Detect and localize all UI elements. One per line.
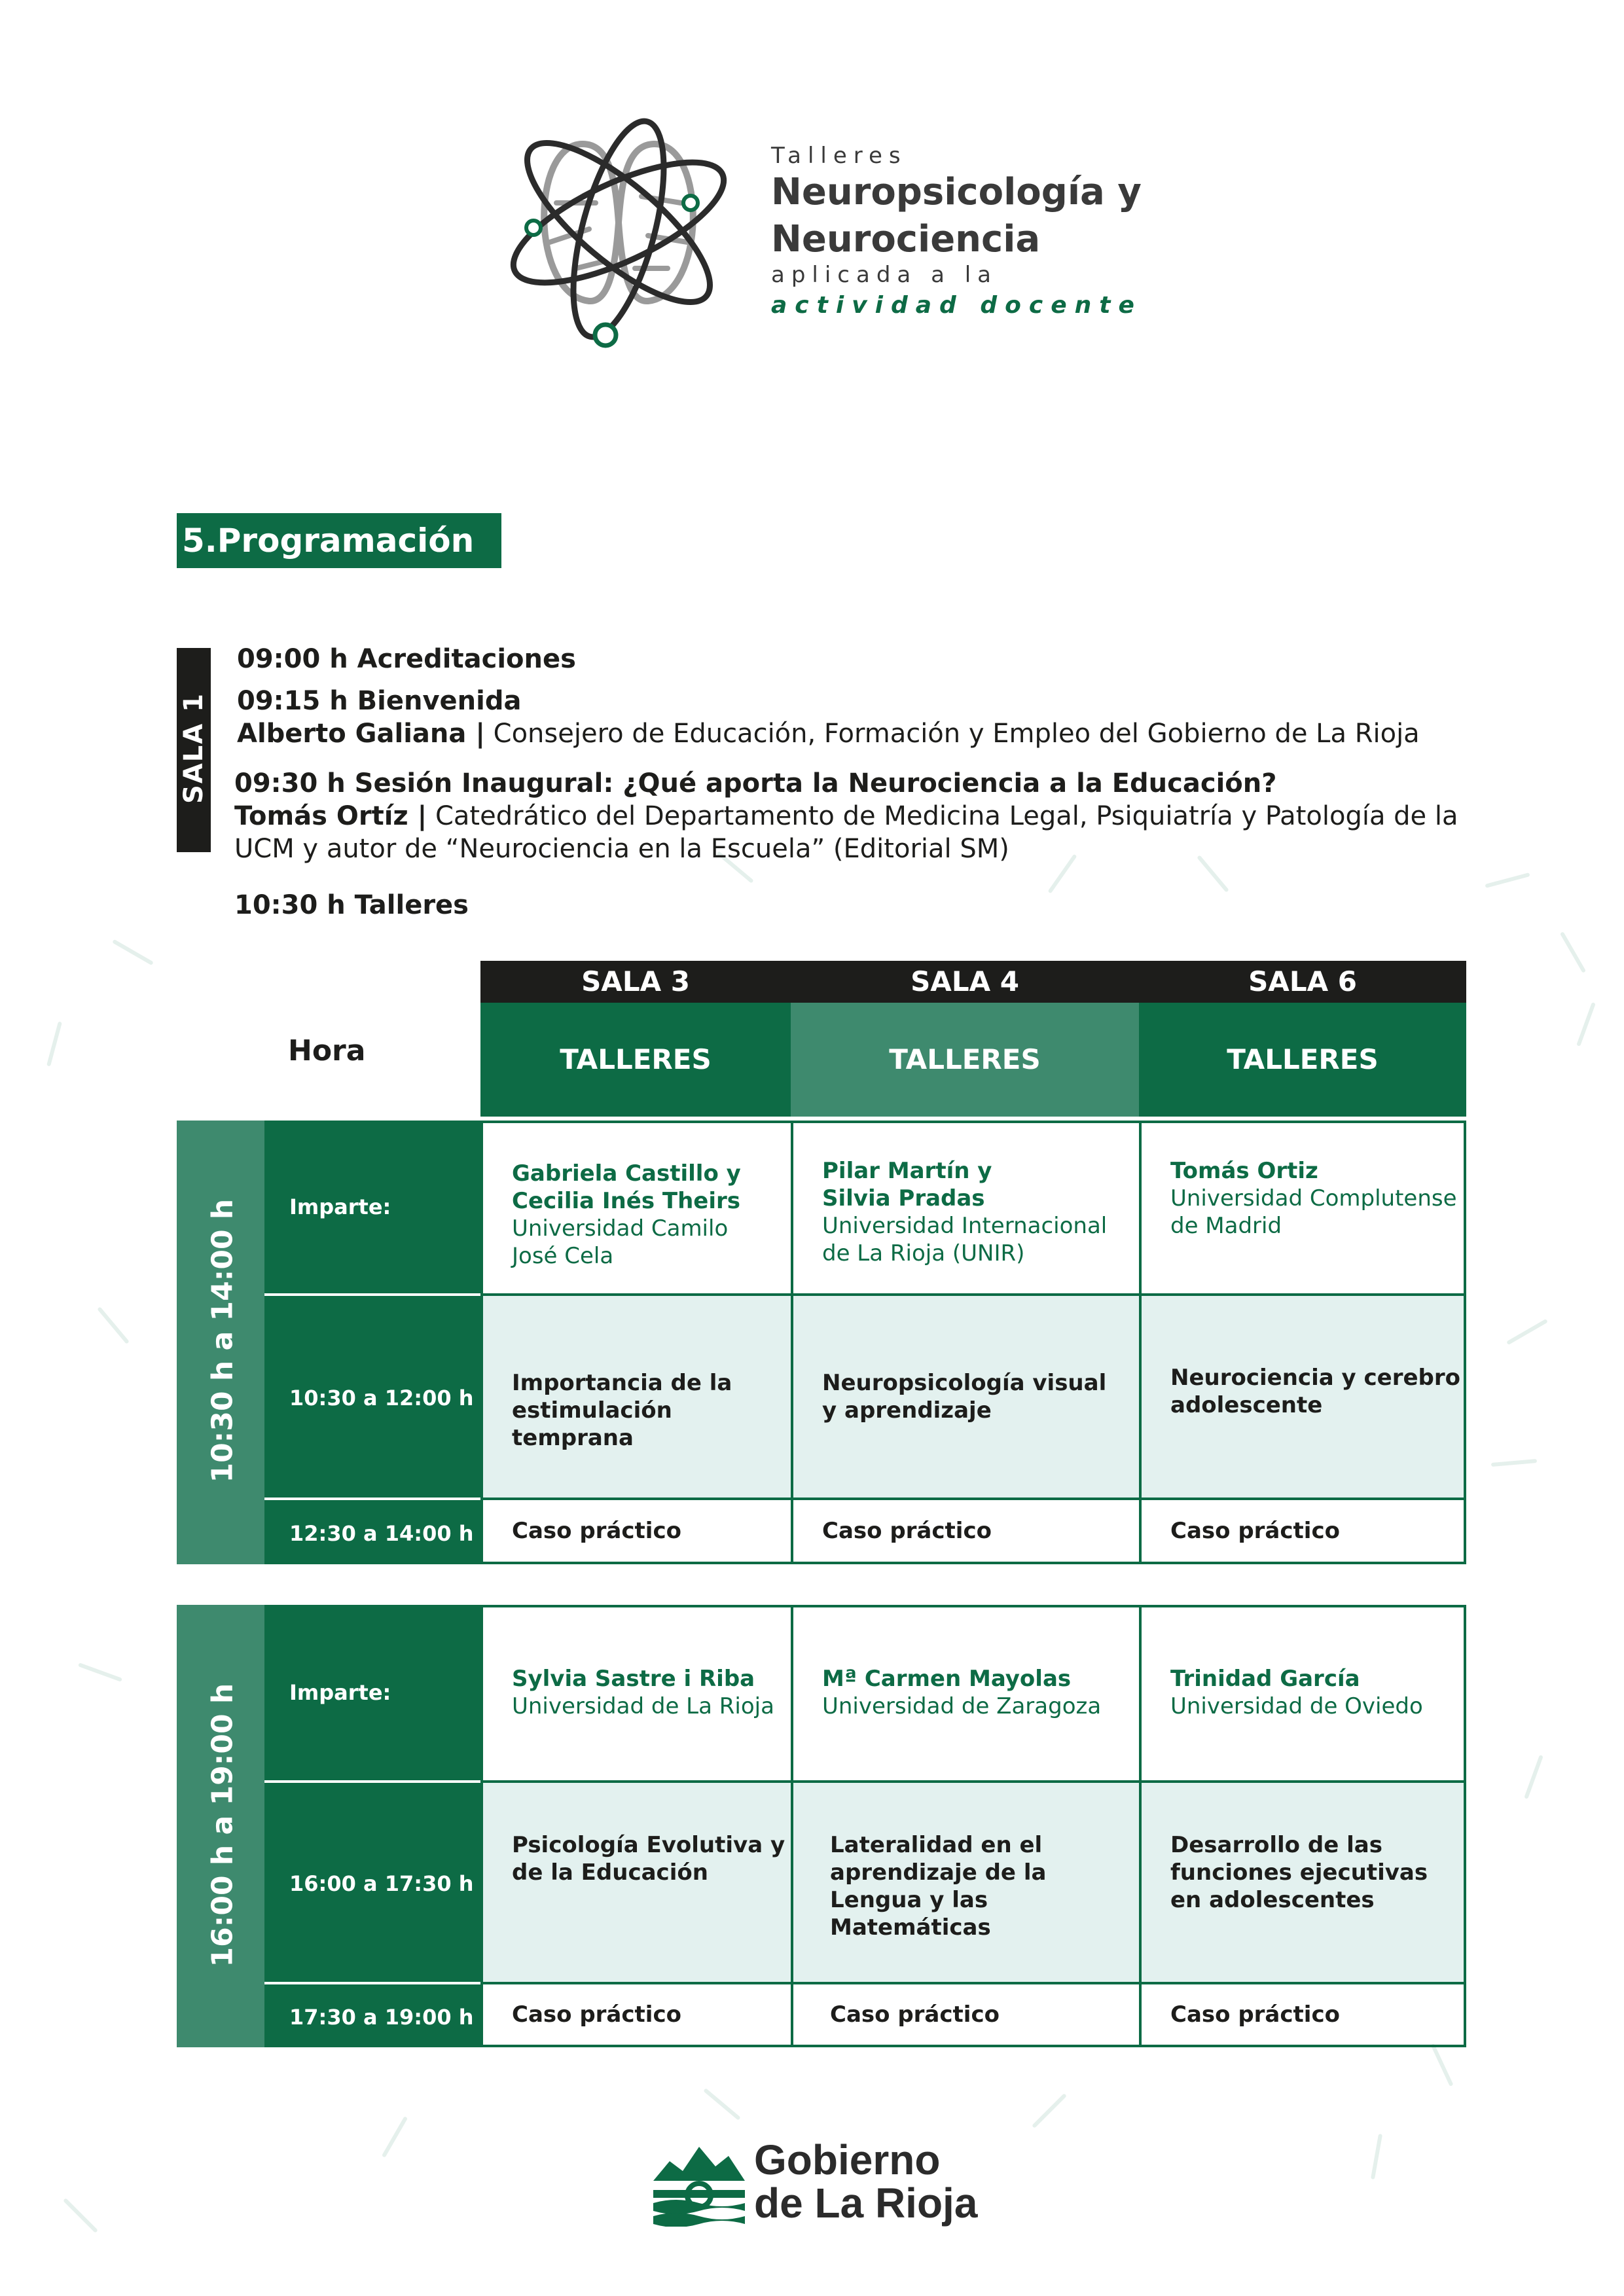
morning-caso-sala3: Caso práctico — [480, 1498, 793, 1564]
agenda-item-bienvenida: 09:15 h Bienvenida — [237, 686, 522, 716]
talleres-header-sala3: TALLERES — [480, 1003, 791, 1117]
morning-speaker-sala4: Pilar Martín y Silvia Pradas Universidad Internacional de La Rioja (UNIR) — [791, 1121, 1142, 1296]
morning-speaker-sala3: Gabriela Castillo y Cecilia Inés Theirs Universidad Camilo José Cela — [480, 1121, 793, 1296]
afternoon-caso-sala4: Caso práctico — [791, 1982, 1142, 2047]
morning-slot2-label: 12:30 a 14:00 h — [264, 1498, 480, 1564]
afternoon-topic-sala6: Desarrollo de las funciones ejecutivas en adolescentes — [1139, 1780, 1466, 1984]
morning-caso-sala4: Caso práctico — [791, 1498, 1142, 1564]
section-title: 5.Programación — [177, 513, 501, 568]
sala1-bar — [177, 648, 211, 852]
morning-slot1-label: 10:30 a 12:00 h — [264, 1293, 480, 1498]
afternoon-caso-sala6: Caso práctico — [1139, 1982, 1466, 2047]
afternoon-side-bar — [177, 1605, 264, 2047]
agenda-item-acreditaciones: 09:00 h Acreditaciones — [237, 644, 576, 674]
afternoon-speaker-sala6: Trinidad García Universidad de Oviedo — [1139, 1605, 1466, 1783]
agenda-item-sesion-inaugural: 09:30 h Sesión Inaugural: ¿Qué aporta la Neurociencia a la Educación? — [234, 768, 1277, 798]
footer-logo-line1: Gobierno — [754, 2136, 941, 2183]
logo-subtitle-line4: actividad docente — [771, 292, 1142, 319]
brain-atom-logo — [504, 105, 740, 353]
morning-caso-sala6: Caso práctico — [1139, 1498, 1466, 1564]
afternoon-slot1-label: 16:00 a 17:30 h — [264, 1780, 480, 1982]
agenda-speaker-galiana: Alberto Galiana | Consejero de Educación, Formación y Empleo del Gobierno de La Rioja — [237, 719, 1420, 749]
logo-talleres: Talleres — [771, 143, 907, 169]
room-header-sala6: SALA 6 — [1139, 961, 1466, 1003]
footer-logo-line2: de La Rioja — [754, 2179, 978, 2227]
talleres-header-sala4: TALLERES — [791, 1003, 1139, 1117]
agenda-item-talleres: 10:30 h Talleres — [234, 890, 469, 920]
morning-topic-sala6: Neurociencia y cerebro adolescente — [1139, 1293, 1466, 1500]
morning-topic-sala3: Importancia de la estimulación temprana — [480, 1293, 793, 1500]
room-header-sala3: SALA 3 — [480, 961, 791, 1003]
afternoon-topic-sala4: Lateralidad en el aprendizaje de la Lengua y las Matemáticas — [791, 1780, 1142, 1984]
afternoon-speaker-sala4: Mª Carmen Mayolas Universidad de Zaragoza — [791, 1605, 1142, 1783]
room-header-sala4: SALA 4 — [791, 961, 1139, 1003]
morning-side-bar — [177, 1121, 264, 1564]
gobierno-la-rioja-emblem-icon — [653, 2135, 745, 2227]
afternoon-speaker-sala3: Sylvia Sastre i Riba Universidad de La Rioja — [480, 1605, 793, 1783]
afternoon-slot2-label: 17:30 a 19:00 h — [264, 1982, 480, 2047]
morning-topic-sala4: Neuropsicología visual y aprendizaje — [791, 1293, 1142, 1500]
afternoon-topic-sala3: Psicología Evolutiva y de la Educación — [480, 1780, 793, 1984]
hora-label: Hora — [288, 1034, 366, 1067]
logo-title-line2: Neurociencia — [771, 218, 1041, 260]
afternoon-time-range: 16:00 h a 19:00 h — [206, 1683, 240, 1967]
logo-subtitle-line3: aplicada a la — [771, 262, 998, 288]
agenda-speaker-ortiz: Tomás Ortíz | Catedrático del Departamento de Medicina Legal, Psiquiatría y Patología de la — [234, 801, 1458, 831]
agenda-speaker-ortiz-role: UCM y autor de “Neurociencia en la Escuela” (Editorial SM) — [234, 834, 1009, 864]
morning-time-range: 10:30 h a 14:00 h — [206, 1198, 240, 1483]
logo-title-line1: Neuropsicología y — [771, 171, 1142, 213]
afternoon-caso-sala3: Caso práctico — [480, 1982, 793, 2047]
afternoon-imparte-label: Imparte: — [264, 1605, 480, 1780]
morning-speaker-sala6: Tomás Ortiz Universidad Complutense de Madrid — [1139, 1121, 1466, 1296]
talleres-header-sala6: TALLERES — [1139, 1003, 1466, 1117]
sala1-label: SALA 1 — [179, 692, 209, 804]
morning-imparte-label: Imparte: — [264, 1121, 480, 1293]
